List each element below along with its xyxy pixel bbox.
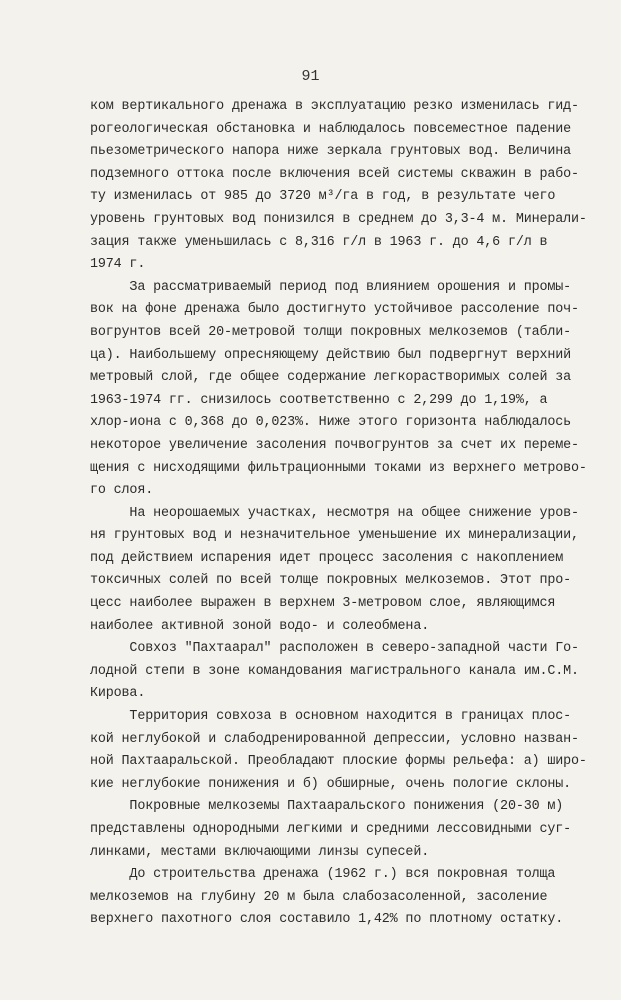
text-line: кой неглубокой и слабодренированной депрессии, условно назван- [90, 731, 579, 747]
text-line: ком вертикального дренажа в эксплуатацию резко изменилась гид- [90, 99, 579, 114]
text-line: мелкоземов на глубину 20 м была слабозасоленной, засоление [90, 889, 548, 905]
text-line: цесс наиболее выражен в верхнем 3-метровом слое, являющимся [90, 596, 556, 612]
text-line: метровый слой, где общее содержание легкорастворимых солей за [90, 370, 572, 386]
text-line: На неорошаемых участках, несмотря на общее снижение уров- [90, 505, 579, 521]
text-line: пьезометрического напора ниже зеркала грунтовых вод. Величина [90, 144, 572, 160]
text-line: представлены однородными легкими и средними лессовидными суг- [90, 822, 572, 837]
text-line: Покровные мелкоземы Пахтааральского понижения (20-30 м) [90, 799, 564, 815]
text-line: уровень грунтовых вод понизился в среднем до 3,3-4 м. Минерали- [90, 211, 587, 227]
text-line: ной Пахтааральской. Преобладают плоские формы рельефа: а) широ- [90, 754, 587, 770]
text-line: под действием испарения идет процесс засоления с накоплением [90, 550, 564, 566]
text-line: кие неглубокие понижения и б) обширные, очень пологие склоны. [90, 776, 572, 792]
text-line: вок на фоне дренажа было достигнуто устойчивое рассоление поч- [90, 302, 579, 318]
text-line: верхнего пахотного слоя составило 1,42% по плотному остатку. [90, 912, 564, 928]
text-line: 1974 г. [90, 257, 146, 273]
text-line: линками, местами включающими линзы супесей. [90, 844, 430, 860]
text-line: наиболее активной зоной водо- и солеобмена. [90, 618, 430, 634]
text-line: За рассматриваемый период под влиянием орошения и промы- [90, 279, 572, 295]
text-line: ня грунтовых вод и незначительное уменьшение их минерализации, [90, 528, 579, 544]
text-line: токсичных солей по всей толще покровных мелкоземов. Этот про- [90, 573, 572, 589]
text-line: Кирова. [90, 686, 146, 702]
text-line: Территория совхоза в основном находится в границах плос- [90, 709, 572, 725]
text-line: ту изменилась от 985 до 3720 м³/га в год, в результате чего [90, 189, 556, 205]
text-line: некоторое увеличение засоления почвогрунтов за счет их переме- [90, 437, 579, 453]
text-line: 1963-1974 гг. снизилось соответственно с 2,299 до 1,19%, а [90, 392, 548, 408]
text-line: Совхоз "Пахтаарал" расположен в северо-западной части Го- [90, 641, 579, 657]
text-line: До строительства дренажа (1962 г.) вся покровная толща [90, 867, 556, 883]
body-text [90, 96, 587, 932]
text-line: рогеологическая обстановка и наблюдалось повсеместное падение [90, 121, 572, 137]
text-line: го слоя. [90, 483, 154, 499]
page-number: 91 [301, 68, 320, 85]
text-line: вогрунтов всей 20-метровой толщи покровных мелкоземов (табли- [90, 324, 572, 340]
text-line: хлор-иона с 0,368 до 0,023%. Ниже этого горизонта наблюдалось [90, 415, 572, 431]
text-line: зация также уменьшилась с 8,316 г/л в 1963 г. до 4,6 г/л в [90, 234, 548, 250]
text-line: лодной степи в зоне командования магистрального канала им.С.М. [90, 663, 579, 679]
text-line: щения с нисходящими фильтрационными токами из верхнего метрово- [90, 460, 587, 476]
text-line: ца). Наибольшему опресняющему действию был подвергнут верхний [90, 347, 572, 363]
text-line: подземного оттока после включения всей системы скважин в рабо- [90, 166, 579, 182]
